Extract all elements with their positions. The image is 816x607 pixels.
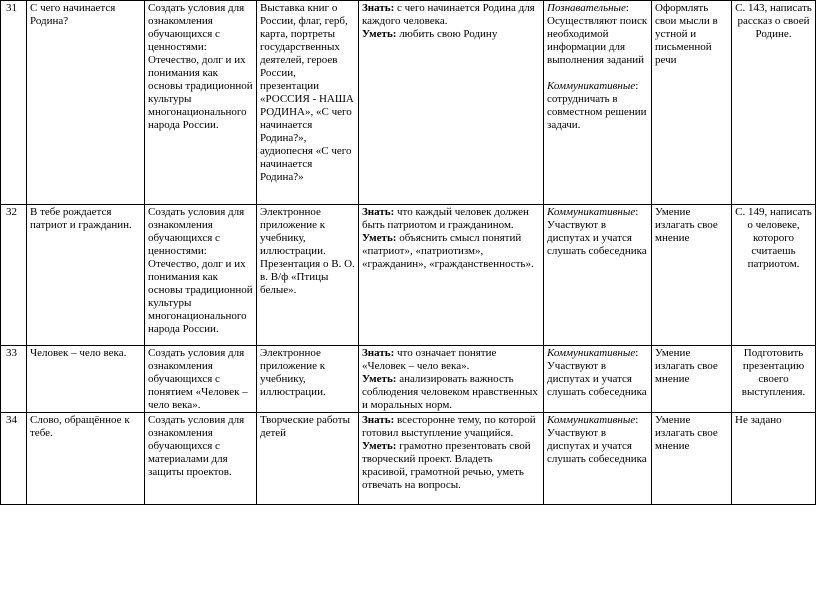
lesson-topic: С чего начинается Родина? [27,1,145,205]
lesson-number: 34 [1,413,27,505]
subject-results [359,205,544,346]
know-text: что каждый человек должен быть патриотом и гражданином. [362,206,529,231]
lesson-goal: Создать условия для ознакомления обучающихся с ценностями: Отечество, долг и их понимания как основы традиционной культуры многонационального народа России. [145,205,257,346]
know-label: Знать: [362,2,395,14]
subject-results [359,1,544,205]
subject-results [359,413,544,505]
know-text: что означает понятие «Человек – чело века». [362,347,497,372]
know-label: Знать: [362,414,395,426]
personal-results: Умение излагать свое мнение [652,413,732,505]
lesson-goal: Создать условия для ознакомления обучающихся с материалами для защиты проектов. [145,413,257,505]
lesson-number: 32 [1,205,27,346]
lesson-resources: Выставка книг о России, флаг, герб, карта, портреты государственных деятелей, героев России, презентации «РОССИЯ - НАША РОДИНА», «С чего начинается Родина?», аудиопесня «С чего начинается Родина?» [257,1,359,205]
homework: С. 143, написать рассказ о своей Родине. [732,1,816,205]
table-row [1,205,816,346]
can-text: анализировать важность соблюдения человеком нравственных и моральных норм. [362,373,538,411]
table-row [1,1,816,205]
can-text: объяснить смысл понятий «патриот», «патриотизм», «гражданин», «гражданственность». [362,232,534,270]
can-label: Уметь: [362,440,397,452]
homework: Не задано [732,413,816,505]
can-label: Уметь: [362,232,397,244]
uud-type-label: Коммуникативные [547,414,636,426]
uud-type-label: Коммуникативные [547,206,636,218]
uud-results: Познавательные: Осуществляют поиск необходимой информации для выполнения заданий Коммуникативные: сотрудничать в совместном решении задачи. [544,1,652,205]
homework: С. 149, написать о человеке, которого считаешь патриотом. [732,205,816,346]
lesson-topic: Человек – чело века. [27,346,145,413]
know-label: Знать: [362,347,395,359]
personal-results: Оформлять свои мысли в устной и письменной речи [652,1,732,205]
know-text: с чего начинается Родина для каждого человека. [362,2,535,27]
lesson-goal: Создать условия для ознакомления обучающихся с понятием «Человек – чело века». [145,346,257,413]
can-label: Уметь: [362,28,397,40]
uud-type-label: Коммуникативные [547,347,636,359]
subject-results [359,346,544,413]
can-label: Уметь: [362,373,397,385]
personal-results: Умение излагать свое мнение [652,205,732,346]
lesson-number: 31 [1,1,27,205]
uud-results: Коммуникативные: Участвуют в диспутах и учатся слушать собеседника [544,413,652,505]
lesson-number: 33 [1,346,27,413]
uud-results: Коммуникативные: Участвуют в диспутах и учатся слушать собеседника [544,346,652,413]
lesson-resources: Электронное приложение к учебнику, иллюстрации. [257,346,359,413]
uud-type-label: Коммуникативные [547,80,636,92]
lesson-goal: Создать условия для ознакомления обучающихся с ценностями: Отечество, долг и их понимания как основы традиционной культуры многонационального народа России. [145,1,257,205]
personal-results: Умение излагать свое мнение [652,346,732,413]
homework: Подготовить презентацию своего выступления. [732,346,816,413]
lesson-resources: Творческие работы детей [257,413,359,505]
can-text: грамотно презентовать свой творческий проект. Владеть красивой, грамотной речью, уметь отвечать на вопросы. [362,440,531,491]
uud-text: Участвуют в диспутах и учатся слушать собеседника [547,360,647,398]
uud-text: Осуществляют поиск необходимой информации для выполнения заданий [547,15,648,66]
lesson-resources: Электронное приложение к учебнику, иллюстрации. Презентация о В. О. в. В/ф «Птицы белые». [257,205,359,346]
uud-type-label: Познавательные [547,2,626,14]
know-label: Знать: [362,206,395,218]
uud-text: сотрудничать в совместном решении задачи. [547,93,647,131]
uud-text: Участвуют в диспутах и учатся слушать собеседника [547,427,647,465]
uud-text: Участвуют в диспутах и учатся слушать собеседника [547,219,647,257]
know-text: всесторонне тему, по которой готовил выступление учащийся. [362,414,536,439]
lesson-topic: В тебе рождается патриот и гражданин. [27,205,145,346]
uud-results: Коммуникативные: Участвуют в диспутах и учатся слушать собеседника [544,205,652,346]
table-row [1,413,816,505]
table-row [1,346,816,413]
can-text: любить свою Родину [399,28,498,40]
lesson-topic: Слово, обращённое к тебе. [27,413,145,505]
